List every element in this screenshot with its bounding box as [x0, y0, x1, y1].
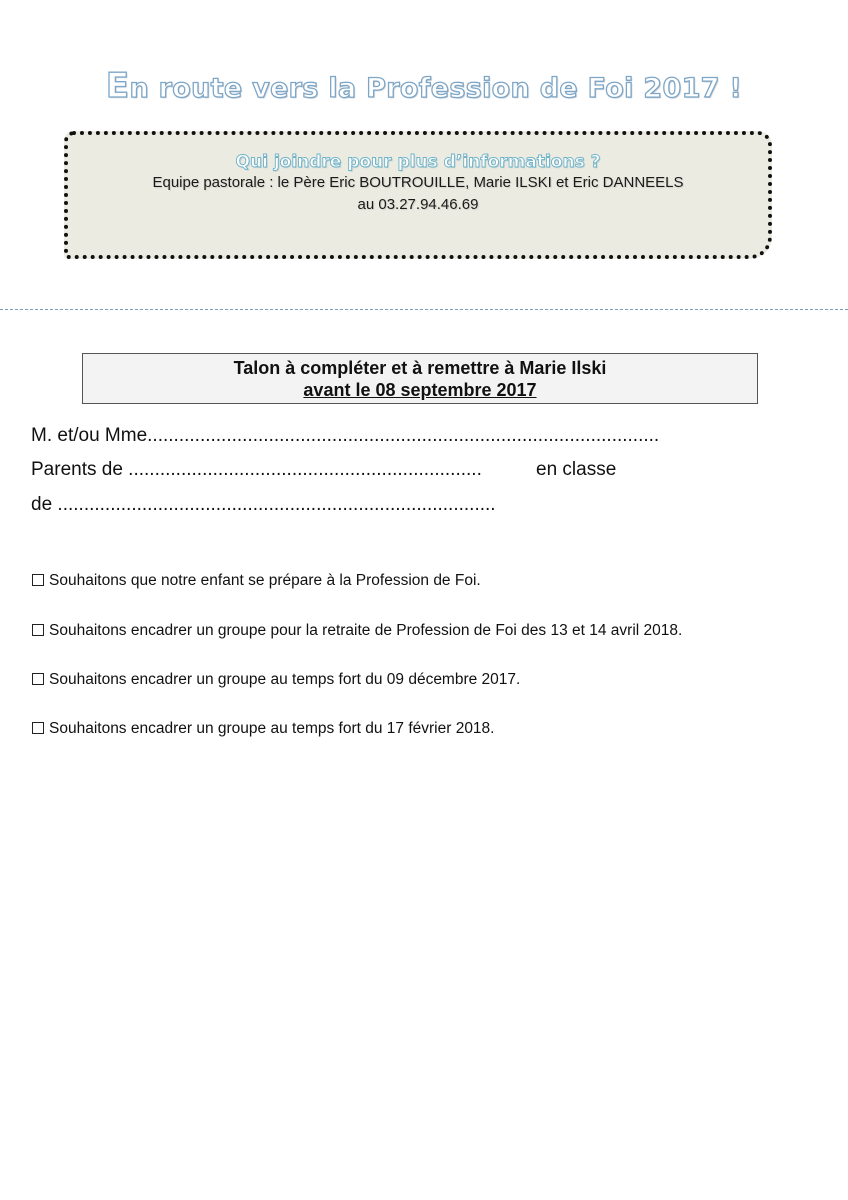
parents-name-field[interactable]: [31, 425, 659, 447]
option-december[interactable]: [32, 671, 520, 689]
option-february[interactable]: [32, 720, 494, 738]
talon-header: [82, 353, 758, 404]
contact-info-box: [64, 131, 772, 259]
title-rest: n route vers la Profession de Foi 2017 !: [129, 73, 743, 104]
child-name-field[interactable]: [31, 459, 482, 481]
class-label: en classe: [536, 459, 617, 480]
checkbox-february[interactable]: [32, 722, 44, 734]
talon-instructions: Talon à compléter et à remettre à Marie Ilski: [233, 358, 607, 378]
child-name-dots[interactable]: ...................................................................: [128, 459, 482, 480]
class-field[interactable]: [31, 494, 496, 516]
option-december-label: Souhaitons encadrer un groupe au temps fort du 09 décembre 2017.: [49, 671, 521, 688]
option-retreat-label: Souhaitons encadrer un groupe pour la retraite de Profession de Foi des 13 et 14 avril 2018.: [49, 622, 683, 639]
checkbox-preparation[interactable]: [32, 574, 44, 586]
contact-phone: au 03.27.94.46.69: [357, 196, 479, 213]
child-name-label: Parents de: [31, 459, 129, 480]
contact-heading: Qui joindre pour plus d’informations ?: [235, 152, 601, 172]
option-preparation[interactable]: [32, 572, 481, 590]
class-prefix: de: [31, 494, 58, 515]
talon-deadline: avant le 08 septembre 2017: [303, 380, 537, 400]
checkbox-retreat[interactable]: [32, 624, 44, 636]
option-retreat[interactable]: [32, 622, 682, 640]
parents-name-dots[interactable]: .................................................................................................: [147, 425, 660, 446]
pastoral-team: Equipe pastorale : le Père Eric BOUTROUILLE, Marie ILSKI et Eric DANNEELS: [152, 174, 684, 191]
cut-line-divider: [0, 309, 848, 310]
option-february-label: Souhaitons encadrer un groupe au temps fort du 17 février 2018.: [49, 720, 495, 737]
class-dots[interactable]: ...................................................................................: [57, 494, 496, 515]
page-title: [0, 66, 848, 106]
checkbox-december[interactable]: [32, 673, 44, 685]
title-initial: E: [105, 66, 130, 106]
option-preparation-label: Souhaitons que notre enfant se prépare à la Profession de Foi.: [49, 572, 481, 589]
parents-name-label: M. et/ou Mme: [31, 425, 148, 446]
